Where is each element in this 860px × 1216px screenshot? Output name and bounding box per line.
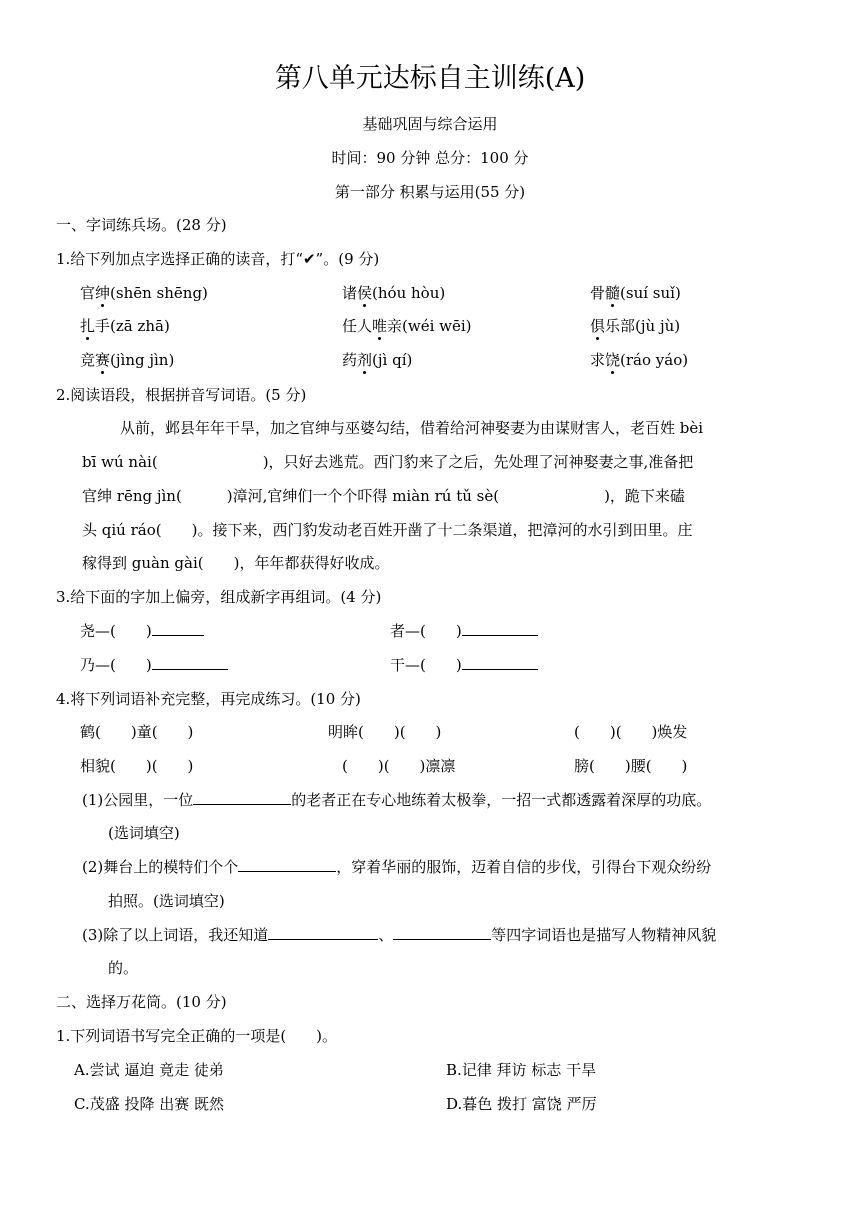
- option-d: D.暮色 拨打 富饶 严厉: [446, 1095, 597, 1113]
- q4-item: ( )( )凛凛: [342, 757, 456, 775]
- answer-blank[interactable]: [238, 857, 336, 872]
- answer-blank[interactable]: [393, 925, 491, 940]
- q4-sentence-1: (1)公园里，一位 的老者正在专心地练着太极拳，一招一式都透露着深厚的功底。: [82, 791, 712, 809]
- answer-blank[interactable]: [268, 925, 378, 940]
- dotted-char: 赛: [95, 351, 111, 369]
- option-b: B.记律 拜访 标志 干旱: [446, 1061, 597, 1079]
- q1-item: 任人唯亲(wéi wēi): [342, 317, 472, 335]
- dotted-char: 侯: [357, 284, 373, 302]
- q1-item: 俱乐部(jù jù): [590, 317, 681, 335]
- answer-blank[interactable]: [462, 621, 538, 636]
- q4-sentence-2: (2)舞台上的模特们个个 ，穿着华丽的服饰，迈着自信的步伐，引得台下观众纷纷: [82, 858, 712, 876]
- q4-item: 明眸( )( ): [328, 723, 442, 741]
- q1-item: 药剂(jì qí): [342, 351, 413, 369]
- q4-sentence-3: (3)除了以上词语，我还知道 、 等四字词语也是描写人物精神风貌: [82, 926, 717, 944]
- q4-item: 鹤( )童( ): [80, 723, 194, 741]
- q3-item: 尧—( ): [80, 620, 204, 641]
- section2-heading: 二、选择万花筒。(10 分): [56, 993, 227, 1011]
- q4-item: ( )( )焕发: [574, 723, 688, 741]
- q2-prompt: 2.阅读语段，根据拼音写词语。(5 分): [56, 386, 307, 404]
- q4-sentence-3-cont: 的。: [108, 959, 139, 977]
- q1-item: 扎手(zā zhā): [80, 317, 170, 335]
- answer-blank[interactable]: [152, 655, 228, 670]
- section1-heading: 一、字词练兵场。(28 分): [56, 216, 227, 234]
- dotted-char: 唯: [372, 317, 388, 335]
- time-score: 时间：90 分钟 总分：100 分: [331, 149, 529, 167]
- answer-blank[interactable]: [152, 621, 204, 636]
- q4-item: 相貌( )( ): [80, 757, 194, 775]
- q1-prompt: 1.给下列加点字选择正确的读音，打“✔”。(9 分): [56, 250, 380, 268]
- answer-blank[interactable]: [193, 790, 291, 805]
- q4-prompt: 4.将下列词语补充完整，再完成练习。(10 分): [56, 690, 361, 708]
- dotted-char: 绅: [95, 284, 111, 302]
- q3-prompt: 3.给下面的字加上偏旁，组成新字再组词。(4 分): [56, 588, 382, 606]
- q1-item: 骨髓(suí suǐ): [590, 284, 681, 302]
- dotted-char: 俱: [590, 317, 606, 335]
- q4-sentence-2-cont: 拍照。(选词填空): [108, 892, 225, 910]
- q1-item: 官绅(shēn shēng): [80, 284, 208, 302]
- q4-item: 膀( )腰( ): [574, 757, 688, 775]
- q3-item: 乃—( ): [80, 654, 228, 675]
- q2-line: bī wú nài( )，只好去逃荒。西门豹来了之后，先处理了河神娶妻之事,准备把: [82, 453, 694, 471]
- option-c: C.茂盛 投降 出赛 既然: [74, 1095, 225, 1113]
- subtitle: 基础巩固与综合运用: [362, 115, 498, 133]
- option-a: A.尝试 逼迫 竟走 徒弟: [74, 1061, 224, 1079]
- q4-sentence-1-note: (选词填空): [108, 824, 180, 842]
- q2-line: 稼得到 guàn gài( )，年年都获得好收成。: [82, 554, 390, 572]
- q1-item: 诸侯(hóu hòu): [342, 284, 446, 302]
- q2-line: 头 qiú ráo( )。接下来，西门豹发动老百姓开凿了十二条渠道，把漳河的水引到田里。庄: [82, 521, 693, 539]
- page-title: 第八单元达标自主训练(A): [274, 63, 586, 94]
- part1-title: 第一部分 积累与运用(55 分): [334, 183, 526, 201]
- q3-item: 者—( ): [390, 620, 538, 641]
- dotted-char: 髓: [605, 284, 621, 302]
- q3-item: 干—( ): [390, 654, 538, 675]
- dotted-char: 饶: [605, 351, 621, 369]
- q1-item: 求饶(ráo yáo): [590, 351, 689, 369]
- q1-item: 竞赛(jìng jìn): [80, 351, 175, 369]
- dotted-char: 剂: [357, 351, 373, 369]
- q2-line: 从前，邺县年年干旱，加之官绅与巫婆勾结，借着给河神娶妻为由谋财害人，老百姓 bèi: [120, 419, 704, 437]
- s2-q1-prompt: 1.下列词语书写完全正确的一项是( )。: [56, 1027, 338, 1045]
- answer-blank[interactable]: [462, 655, 538, 670]
- q2-line: 官绅 rēng jìn( )漳河,官绅们一个个吓得 miàn rú tǔ sè( )，跪下来磕: [82, 487, 685, 505]
- dotted-char: 扎: [80, 317, 96, 335]
